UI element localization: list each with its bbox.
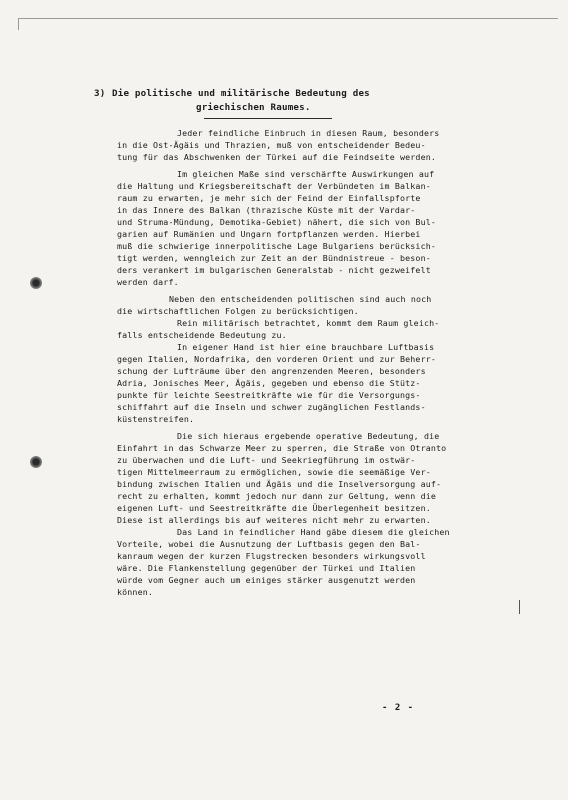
text-line: Neben den entscheidenden politischen sind auch noch — [169, 294, 432, 304]
text-line: raum zu erwarten, je mehr sich der Feind der Einfallspforte — [117, 193, 421, 203]
text-line: In eigener Hand ist hier eine brauchbare Luftbasis — [177, 342, 435, 352]
section-number: 3) — [94, 88, 106, 99]
text-line: würde vom Gegner auch um einiges stärker ausgenutzt werden — [117, 575, 416, 585]
text-line: in das Innere des Balkan (thrazische Küste mit der Vardar- — [117, 205, 416, 215]
text-line: bindung zwischen Italien und Ägäis und die Inselversorgung auf- — [117, 479, 442, 489]
text-line: tung für das Abschwenken der Türkei auf die Feindseite werden. — [117, 152, 436, 162]
text-line: Rein militärisch betrachtet, kommt dem Raum gleich- — [177, 318, 440, 328]
body-text — [117, 127, 497, 598]
text-line: Jeder feindliche Einbruch in diesen Raum, besonders — [177, 128, 440, 138]
text-line: können. — [117, 587, 154, 597]
text-line: zu überwachen und die Luft- und Seekriegführung im ostwär- — [117, 455, 416, 465]
page-number: - 2 - — [382, 703, 415, 713]
heading-line-2: griechischen Raumes. — [196, 102, 311, 113]
text-line: Das Land in feindlicher Hand gäbe diesem die gleichen — [177, 527, 450, 537]
text-line: recht zu erhalten, kommt jedoch nur dann zur Geltung, wenn die — [117, 491, 436, 501]
text-line: schung der Lufträume über den angrenzenden Meeren, besonders — [117, 366, 426, 376]
text-line: die wirtschaftlichen Folgen zu berücksichtigen. — [117, 306, 359, 316]
punch-hole-upper — [30, 277, 42, 289]
punch-hole-lower — [30, 456, 42, 468]
text-line: Die sich hieraus ergebende operative Bedeutung, die — [177, 431, 440, 441]
text-line: gegen Italien, Nordafrika, den vorderen Orient und zur Beherr- — [117, 354, 436, 364]
text-line: in die Ost-Ägäis und Thrazien, muß von entscheidender Bedeu- — [117, 140, 426, 150]
text-line: punkte für leichte Seestreitkräfte wie für die Versorgungs- — [117, 390, 421, 400]
text-line: werden darf. — [117, 277, 179, 287]
text-line: und Struma-Mündung, Demotika-Gebiet) nähert, die sich von Bul- — [117, 217, 436, 227]
text-line: Einfahrt in das Schwarze Meer zu sperren, die Straße von Otranto — [117, 443, 447, 453]
text-line: küstenstreifen. — [117, 414, 195, 424]
text-line: falls entscheidende Bedeutung zu. — [117, 330, 287, 340]
text-line: eigenen Luft- und Seestreitkräfte die Überlegenheit besitzen. — [117, 503, 431, 513]
page-edge-top — [18, 18, 558, 19]
text-line: Im gleichen Maße sind verschärfte Auswirkungen auf — [177, 169, 435, 179]
text-line: wäre. Die Flankenstellung gegenüber der Türkei und Italien — [117, 563, 416, 573]
text-line: die Haltung und Kriegsbereitschaft der Verbündeten im Balkan- — [117, 181, 431, 191]
text-line: Adria, Jonisches Meer, Ägäis, gegeben und ebenso die Stütz- — [117, 378, 421, 388]
text-line: ders verankert im bulgarischen Generalstab - nicht gezweifelt — [117, 265, 431, 275]
heading-underline — [204, 118, 332, 119]
text-line: Vorteile, wobei die Ausnutzung der Luftbasis gegen den Bal- — [117, 539, 421, 549]
text-line: tigt werden, wenngleich zur Zeit an der Bündnistreue - beson- — [117, 253, 431, 263]
text-line: muß die schwierige innerpolitische Lage Bulgariens berücksich- — [117, 241, 436, 251]
text-line: kanraum wegen der kurzen Flugstrecken besonders wirkungsvoll — [117, 551, 426, 561]
text-line: garien auf Rumänien und Ungarn fortpflanzen werden. Hierbei — [117, 229, 421, 239]
page-edge-left — [18, 18, 19, 30]
text-line: Diese ist allerdings bis auf weiteres nicht mehr zu erwarten. — [117, 515, 431, 525]
heading-line-1: Die politische und militärische Bedeutung des — [112, 88, 370, 99]
text-line: tigen Mittelmeerraum zu ermöglichen, sowie die seemäßige Ver- — [117, 467, 431, 477]
margin-mark — [513, 600, 520, 614]
text-line: schiffahrt auf die Inseln und schwer zugänglichen Festlands- — [117, 402, 426, 412]
